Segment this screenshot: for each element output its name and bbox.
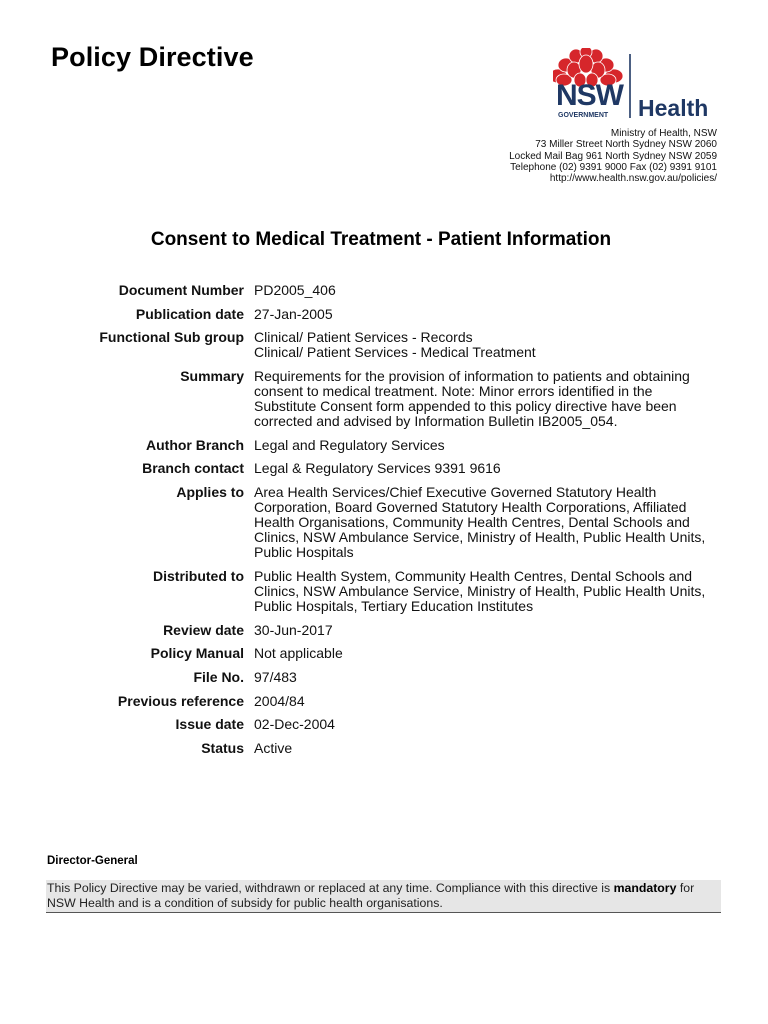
- metadata-label: Summary: [180, 368, 244, 385]
- metadata-row: [40, 694, 730, 709]
- metadata-row: [40, 438, 730, 453]
- logo-nsw-wordmark: NSW: [556, 79, 623, 112]
- metadata-value-line: Health Organisations, Community Health Centres, Dental Schools and: [254, 514, 690, 531]
- compliance-notice: [46, 880, 721, 913]
- metadata-row: [40, 283, 730, 298]
- metadata-value-line: Public Hospitals, Tertiary Education Institutes: [254, 597, 534, 614]
- page-heading: Policy Directive: [51, 42, 254, 72]
- metadata-value: [254, 485, 730, 560]
- metadata-value-line: 02-Dec-2004: [254, 716, 335, 733]
- metadata-value-line: 30-Jun-2017: [254, 621, 333, 638]
- ministry-address: [509, 128, 717, 184]
- metadata-value-line: 97/483: [254, 668, 297, 685]
- metadata-value-line: Legal and Regulatory Services: [254, 436, 445, 453]
- metadata-value: [254, 694, 730, 709]
- metadata-label: Review date: [163, 621, 244, 638]
- metadata-label: Previous reference: [117, 692, 244, 709]
- metadata-value-line: Clinical/ Patient Services - Medical Treatment: [254, 344, 536, 361]
- metadata-value: [254, 461, 730, 476]
- metadata-row: [40, 741, 730, 756]
- metadata-value: [254, 741, 730, 756]
- notice-text-after: for NSW Health and is a condition of subsidy for public health organisations.: [47, 881, 695, 910]
- metadata-label: Status: [201, 739, 244, 756]
- metadata-row: [40, 485, 730, 560]
- metadata-value: [254, 283, 730, 298]
- metadata-value: [254, 646, 730, 661]
- notice-mandatory: mandatory: [613, 881, 677, 895]
- metadata-row: [40, 330, 730, 360]
- metadata-value-line: Area Health Services/Chief Executive Governed Statutory Health: [254, 484, 657, 501]
- metadata-value: [254, 623, 730, 638]
- metadata-label: Branch contact: [142, 460, 244, 477]
- metadata-value-line: Not applicable: [254, 645, 343, 662]
- metadata-row: [40, 623, 730, 638]
- metadata-value-line: PD2005_406: [254, 282, 336, 298]
- metadata-label: Distributed to: [153, 567, 244, 584]
- address-line: Telephone (02) 9391 9000 Fax (02) 9391 9101: [510, 161, 717, 173]
- metadata-row: [40, 646, 730, 661]
- metadata-value-line: Active: [254, 739, 293, 756]
- notice-text-before: This Policy Directive may be varied, withdrawn or replaced at any time. Compliance with this directive is: [47, 881, 614, 895]
- metadata-value-line: Clinics, NSW Ambulance Service, Ministry of Health, Public Health Units,: [254, 582, 706, 599]
- document-title: Consent to Medical Treatment - Patient Information: [150, 229, 612, 250]
- metadata-label: Issue date: [175, 716, 244, 733]
- nsw-health-logo: [553, 48, 721, 120]
- metadata-label: Author Branch: [146, 436, 244, 453]
- signatory-label: Director-General: [47, 855, 138, 867]
- metadata-row: [40, 569, 730, 614]
- metadata-value-line: Requirements for the provision of information to patients and obtaining: [254, 368, 690, 385]
- metadata-value-line: corrected and advised by Information Bulletin IB2005_054.: [254, 413, 618, 430]
- metadata-row: [40, 717, 730, 732]
- metadata-label: Functional Sub group: [99, 329, 244, 346]
- address-line: Locked Mail Bag 961 North Sydney NSW 2059: [509, 150, 717, 162]
- metadata-label: Publication date: [135, 305, 244, 322]
- metadata-value-line: Substitute Consent form appended to this policy directive have been: [254, 398, 677, 415]
- metadata-value: [254, 330, 730, 360]
- logo-government-subtext: GOVERNMENT: [558, 112, 609, 119]
- metadata-row: [40, 461, 730, 476]
- metadata-value-line: Legal & Regulatory Services 9391 9616: [254, 460, 501, 477]
- metadata-table: [40, 283, 730, 765]
- metadata-value-line: 2004/84: [254, 692, 305, 709]
- metadata-value-line: Clinics, NSW Ambulance Service, Ministry of Health, Public Health Units,: [254, 529, 706, 546]
- metadata-value: [254, 717, 730, 732]
- metadata-value-line: 27-Jan-2005: [254, 305, 333, 322]
- metadata-value-line: Clinical/ Patient Services - Records: [254, 329, 473, 346]
- metadata-label: Document Number: [118, 282, 244, 298]
- metadata-row: [40, 369, 730, 429]
- metadata-row: [40, 307, 730, 322]
- metadata-value-line: consent to medical treatment. Note: Minor errors identified in the: [254, 383, 653, 400]
- metadata-label: Applies to: [176, 484, 244, 501]
- metadata-value-line: Public Health System, Community Health Centres, Dental Schools and: [254, 567, 693, 584]
- logo-health-wordmark: Health: [638, 95, 709, 120]
- metadata-value-line: Corporation, Board Governed Statutory Health Corporations, Affiliated: [254, 499, 687, 516]
- metadata-label: Policy Manual: [150, 645, 244, 662]
- address-line: Ministry of Health, NSW: [610, 128, 717, 139]
- address-line: http://www.health.nsw.gov.au/policies/: [549, 173, 717, 185]
- metadata-value: [254, 307, 730, 322]
- metadata-value: [254, 369, 730, 429]
- waratah-petal: [579, 55, 593, 73]
- metadata-value: [254, 438, 730, 453]
- metadata-value: [254, 670, 730, 685]
- address-line: 73 Miller Street North Sydney NSW 2060: [535, 139, 717, 151]
- metadata-value: [254, 569, 730, 614]
- metadata-label: File No.: [193, 668, 244, 685]
- metadata-value-line: Public Hospitals: [254, 544, 354, 561]
- metadata-row: [40, 670, 730, 685]
